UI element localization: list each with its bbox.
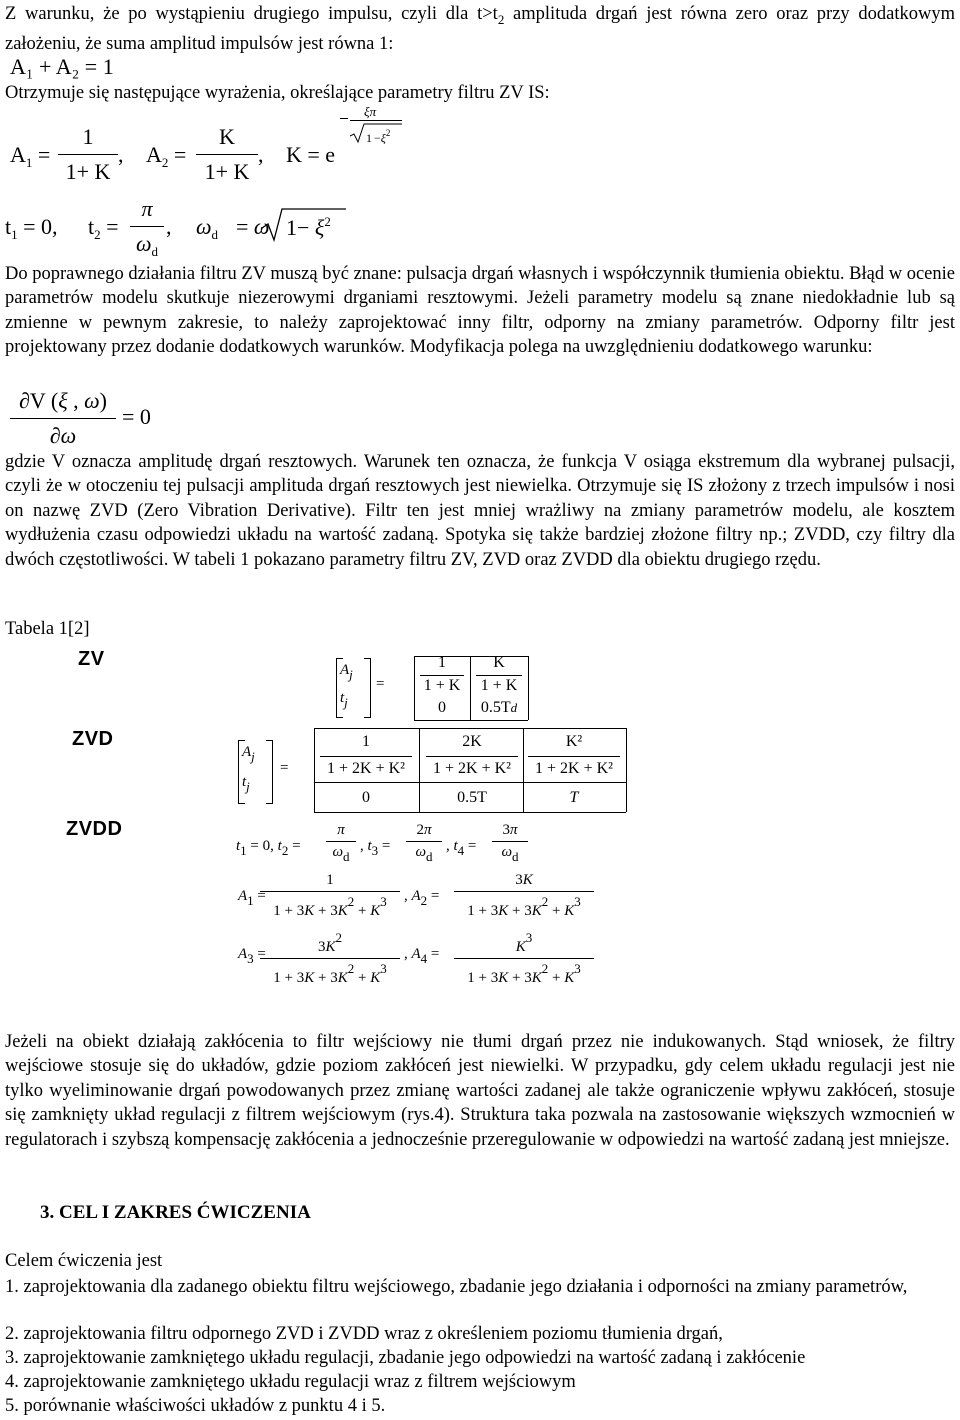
goals-intro: Celem ćwiczenia jest	[5, 1251, 163, 1271]
goal-item: 1. zaprojektowania dla zadanego obiektu filtru wejściowego, zbadanie jego działania i odporności na zmiany parametrów,	[5, 1277, 908, 1297]
filter-parameter-table: ZV Aj tj = 1 K 1 + K 1 + K 0 0.5T d ZVD Aj tj = 1 2K K² 1 + 2K + K² 1 + 2K + K² 1 + 2K + K² 0 0.5T T ZVDD t1 = 0, t2 = π ωd , t3 = 2π ωd , t4 = 3π ωd A1 = 1 1 + 3K + 3K2 + K3 , A2 = 3K 1 + 3K + 3K2 + K3 A3 = 3K2 1 + 3K + 3K2 + K3 , A4 = K3 1 + 3K + 3K2 + K3	[30, 642, 955, 994]
zvdd-label: ZVDD	[66, 818, 123, 840]
input-filter-paragraph: Jeżeli na obiekt działają zakłócenia to filtr wejściowy nie tłumi drgań przez nie indukowanych. Stąd wniosek, że filtry wejściowe stosuje się do układów, gdzie poziom zakłóceń jest niewielki. W przypadku, gdy celem układu regulacji jest nie tylko wyeliminowanie drgań powodowanych przez zmianę wartości zadanej ale także ograniczenie wpływu zakłóceń, stosuje się zamknięty układ regulacji z filtrem wejściowym (rys.4). Struktura taka pozwala na zastosowanie większych wzmocnień w regulatorach i szybszą kompensację zakłócenia a jednocześnie przeregulowanie w odpowiedzi na wartość zadaną jest mniejsze.	[5, 1032, 955, 1150]
goal-item: 3. zaprojektowanie zamkniętego układu regulacji, zbadanie jego odpowiedzi na wartość zadaną i zakłócenie	[5, 1348, 806, 1368]
zvd-label: ZVD	[72, 728, 114, 750]
zv-label: ZV	[78, 648, 105, 670]
section-title: 3. CEL I ZAKRES ĆWICZENIA	[40, 1202, 311, 1223]
robustness-paragraph: Do poprawnego działania filtru ZV muszą być znane: pulsacja drgań własnych i współczynnik tłumienia obiektu. Błąd w ocenie parametrów modelu skutkuje niezerowymi drganiami resztowymi. Jeżeli parametry modelu są znane niedokładnie lub są zmienne w pewnym zakresie, to należy zaprojektować inny filtr, odporny na zmiany parametrów. Odporny filtr jest projektowany przez dodanie dodatkowych warunków. Modyfikacja polega na uwzględnieniu dodatkowego warunku:	[5, 264, 955, 358]
goal-item: 5. porównanie właściwości układów z punktu 4 i 5.	[5, 1396, 386, 1416]
intro-paragraph: Z warunku, że po wystąpieniu drugiego impulsu, czyli dla $t>t_2$ amplituda drgań jest równa zero oraz przy dodatkowym założeniu, że suma amplitud impulsów jest równa 1:	[5, 4, 955, 55]
goal-item: 4. zaprojektowanie zamkniętego układu regulacji wraz z filtrem wejściowym	[5, 1372, 576, 1392]
goal-item: 2. zaprojektowania filtru odpornego ZVD i ZVDD wraz z określeniem poziomu tłumienia drgań,	[5, 1324, 723, 1344]
zvd-paragraph: gdzie V oznacza amplitudę drgań resztowych. Warunek ten oznacza, że funkcja V osiąga ekstremum dla wybranej pulsacji, czyli że w otoczeniu tej pulsacji amplituda drgań resztowych jest niewielka. Otrzymuje się IS złożony z trzech impulsów i nosi on nazwę ZVD (Zero Vibration Derivative). Filtr ten jest mniej wrażliwy na zmiany parametrów modelu, ale kosztem wydłużenia czasu odpowiedzi układu na wartość zadaną. Spotyka się także bardziej złożone filtry np.; ZVDD, czy filtry dla dwóch częstotliwości. W tabeli 1 pokazano parametry filtru ZV, ZVD oraz ZVDD dla obiektu drugiego rzędu.	[5, 452, 955, 570]
table-caption: Tabela 1[2]	[5, 619, 90, 639]
amplitude-sum-equation: A₁ + A₂ = 1	[10, 54, 114, 79]
zv-intro-line: Otrzymuje się następujące wyrażenia, określające parametry filtru ZV IS:	[5, 83, 550, 103]
